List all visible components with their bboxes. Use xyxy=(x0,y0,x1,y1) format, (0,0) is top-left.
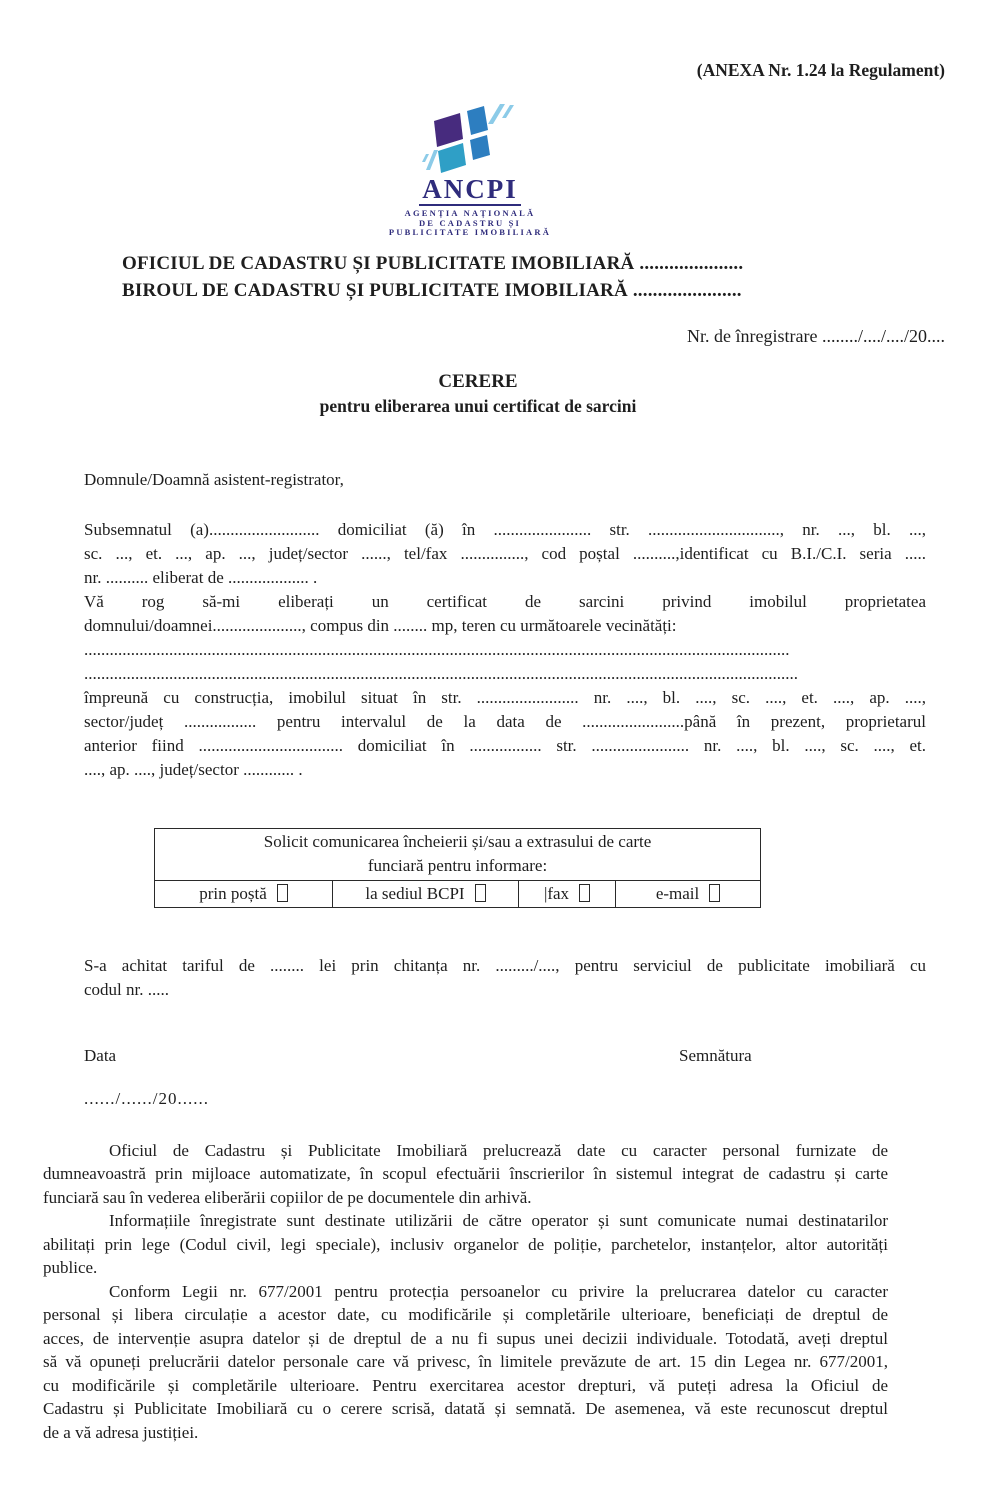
document-title: CERERE xyxy=(438,370,518,392)
text-line: PUBLICITATE IMOBILIARĂ xyxy=(388,227,552,237)
flag-slash-top-1 xyxy=(488,104,505,124)
table-header-line-2: funciară pentru informare: xyxy=(367,855,548,875)
document-subtitle: pentru eliberarea unui certificat de sarcini xyxy=(319,395,637,416)
text-line: acces, de intervenție asupra datelor și de dreptul de a nu fi supus unei decizii individuale. Totodată, aveți dreptul xyxy=(43,1328,888,1348)
flag-cell-blue-lower xyxy=(470,135,490,160)
option-cell-sediul-bcpi xyxy=(333,880,519,907)
option-cell-email xyxy=(616,880,761,907)
text-line: dumneavoastră prin mijloace automatizate, în scopul efectuării înscrierilor în sistemul integrat de cadastru și carte xyxy=(43,1164,888,1183)
document-title-block xyxy=(0,370,984,419)
flag-slash-top-2 xyxy=(502,105,514,118)
checkbox-fax-icon xyxy=(579,884,590,902)
text-line: Subsemnatul (a).......................... domiciliat (ă) în ....................... str. ..............................., nr. ..., bl. ..., xyxy=(84,519,926,539)
text-line: Cadastru și Publicitate Imobiliară cu o cerere scrisă, datată și semnată. De asemenea, vă este recunoscut dreptul xyxy=(43,1399,888,1418)
ancpi-logo xyxy=(360,102,580,238)
flag-slash-bottom-2 xyxy=(422,154,429,162)
salutation: Domnule/Doamnă asistent-registrator, xyxy=(84,469,344,489)
flag-cell-purple xyxy=(434,113,463,147)
table-options-row xyxy=(155,880,761,907)
table-header-row xyxy=(155,828,761,880)
text-line: să vă opuneți prelucrării datelor personale care vă privesc, în limitele prevăzute de art. 15 din Legea nr. 677/2001, xyxy=(43,1352,888,1371)
text-line: sector/județ ................. pentru intervalul de la data de ........................până în prezent, proprietarul xyxy=(84,711,926,731)
date-label: Data xyxy=(84,1045,117,1065)
text-line: nr. .......... eliberat de ................... . xyxy=(84,567,318,587)
office-title xyxy=(122,250,984,304)
text-line: abilitați prin lege (Codul civil, legi speciale), inclusiv organelor de poliție, parchetelor, instanțelor, altor autorități xyxy=(43,1234,888,1254)
flag-cell-teal xyxy=(438,143,466,173)
text-line: Conform Legii nr. 677/2001 pentru protecția persoanelor cu privire la prelucrarea datelor cu caracter xyxy=(109,1281,888,1301)
privacy-notice xyxy=(43,1139,888,1445)
signature-label: Semnătura xyxy=(679,1045,752,1065)
form-body xyxy=(84,468,926,1111)
neighbourhood-dotted-lines xyxy=(84,638,926,686)
communication-table xyxy=(154,828,761,908)
table-header-cell xyxy=(155,828,761,880)
logo-acronym: ANCPI xyxy=(419,176,521,206)
text-line: DE CADASTRU ȘI xyxy=(418,217,522,228)
text-line: BIROUL DE CADASTRU ȘI PUBLICITATE IMOBILIARĂ ...................... xyxy=(122,279,742,301)
text-line: personal și libera circulație a acestor date, cu modificările și completările ulterioare, beneficiați de dreptul de xyxy=(43,1305,888,1324)
text-line: împreună cu construcția, imobilul situat în str. ........................ nr. ...., bl. ...., sc. ...., et. ...., ap. ...., xyxy=(84,687,926,707)
privacy-paragraph-3 xyxy=(43,1280,888,1445)
option-label-fax: |fax xyxy=(543,884,570,903)
checkbox-email-icon xyxy=(709,884,720,902)
table-header-line-1: Solicit comunicarea încheierii și/sau a extrasului de carte xyxy=(263,831,652,851)
text-line: funciară sau în vederea eliberării copiilor de pe documentele din arhivă. xyxy=(43,1187,532,1207)
text-line: S-a achitat tariful de ........ lei prin chitanța nr. ........./...., pentru serviciul de publicitate imobiliară cu xyxy=(84,955,926,975)
text-line: ...................................................................................................................................................................... xyxy=(84,639,790,659)
text-line: cu modificările și completările ulterioare. Pentru exercitarea acestor drepturi, vă puteți adresa la Oficiul de xyxy=(43,1375,888,1395)
option-label-sediul-bcpi: la sediul BCPI xyxy=(365,884,465,903)
text-line: domnului/doamnei....................., compus din ........ mp, teren cu următoarele vecinătăți: xyxy=(84,615,677,635)
text-line: codul nr. ..... xyxy=(84,979,169,999)
flag-cell-blue-upper xyxy=(467,106,488,135)
checkbox-sediul-bcpi-icon xyxy=(475,884,486,902)
date-dotted-line: ....../....../20...... xyxy=(84,1088,209,1108)
ancpi-flag-icon xyxy=(422,102,518,174)
signature-row xyxy=(84,1044,926,1068)
payment-paragraph xyxy=(84,954,926,1002)
text-line: de a vă adresa justiției. xyxy=(43,1422,199,1442)
option-label-email: e-mail xyxy=(655,884,700,903)
text-line: sc. ..., et. ..., ap. ..., județ/sector ......, tel/fax ..............., cod poștal ..........,identificat cu B.I./C.I. seria ..... xyxy=(84,543,926,563)
property-paragraph xyxy=(84,686,926,782)
privacy-paragraph-2 xyxy=(43,1209,888,1280)
text-line: ........................................................................................................................................................................ xyxy=(84,663,798,683)
option-label-posta: prin poștă xyxy=(199,884,267,903)
registration-number-line: Nr. de înregistrare ......../..../..../20.... xyxy=(687,325,945,346)
flag-slash-bottom-1 xyxy=(426,150,438,170)
option-cell-fax xyxy=(519,880,616,907)
text-line: Vă rog să-mi eliberați un certificat de sarcini privind imobilul proprietatea xyxy=(84,591,926,611)
logo-subtitle xyxy=(360,209,580,238)
text-line: ...., ap. ...., județ/sector ............ . xyxy=(84,759,303,779)
text-line: publice. xyxy=(43,1258,98,1277)
text-line: anterior fiind .................................. domiciliat în ................. str. ....................... nr. ...., bl. ...., sc. ...., et. xyxy=(84,735,926,755)
text-line: Informațiile înregistrate sunt destinate utilizării de către operator și sunt comunicate numai destinatarilor xyxy=(109,1211,888,1230)
privacy-paragraph-1 xyxy=(43,1139,888,1210)
text-line: OFICIUL DE CADASTRU ȘI PUBLICITATE IMOBILIARĂ ..................... xyxy=(122,252,744,274)
request-paragraph xyxy=(84,590,926,638)
annex-note: (ANEXA Nr. 1.24 la Regulament) xyxy=(696,60,945,80)
applicant-paragraph xyxy=(84,518,926,590)
text-line: AGENȚIA NAȚIONALĂ xyxy=(404,208,536,218)
checkbox-posta-icon xyxy=(277,884,288,902)
option-cell-posta xyxy=(155,880,333,907)
text-line: Oficiul de Cadastru și Publicitate Imobiliară prelucrează date cu caracter personal furnizate de xyxy=(109,1140,888,1160)
